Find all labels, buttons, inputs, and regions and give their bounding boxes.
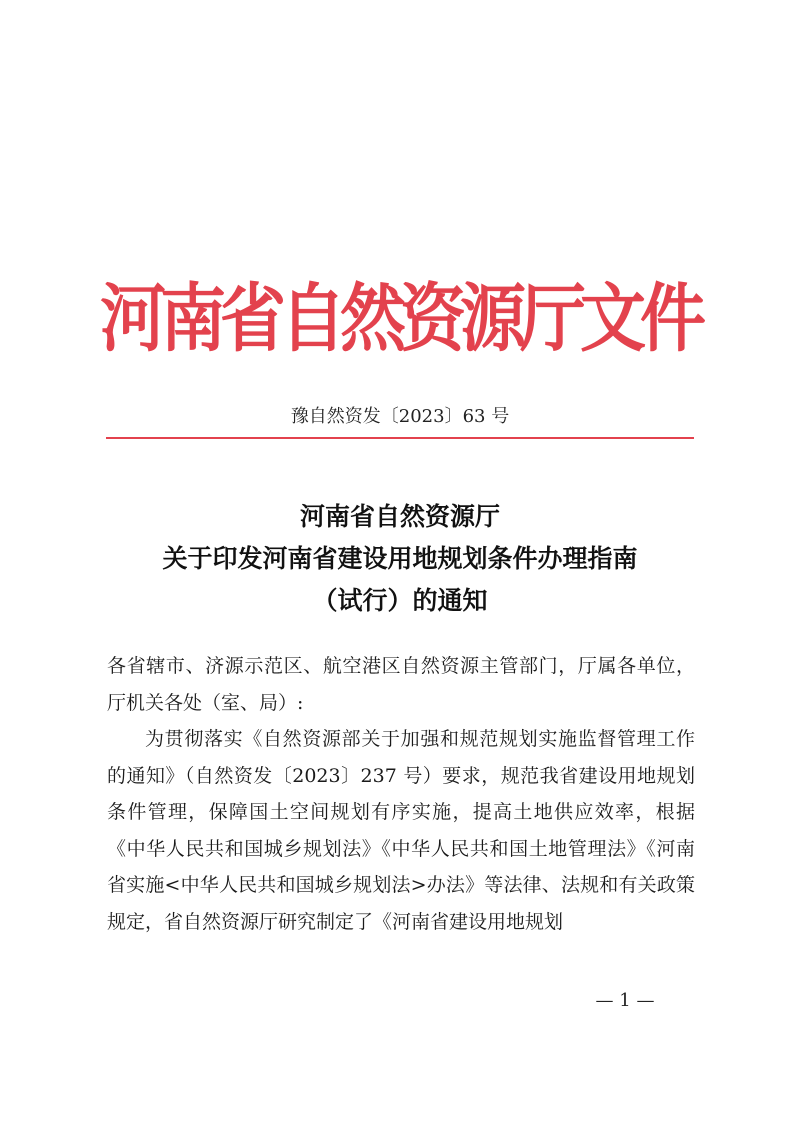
title-line-3: （试行）的通知 xyxy=(312,586,488,615)
document-title xyxy=(0,496,800,622)
document-number: 豫自然资发〔2023〕63 号 xyxy=(290,406,510,427)
salutation: 各省辖市、济源示范区、航空港区自然资源主管部门，厅属各单位，厅机关各处（室、局）: xyxy=(107,655,695,714)
document-body xyxy=(107,648,695,940)
body-paragraph: 为贯彻落实《自然资源部关于加强和规范规划实施监督管理工作的通知》（自然资发〔2023〕237 号）要求，规范我省建设用地规划条件管理，保障国土空间规划有序实施，提高土地供应效率，根据《中华人民共和国城乡规划法》《中华人民共和国土地管理法》《河南省实施<中华人民共和国城乡规划法>办法》等法律、法规和有关政策规定，省自然资源厅研究制定了《河南省建设用地规划 xyxy=(107,728,695,933)
title-line-2: 关于印发河南省建设用地规划条件办理指南 xyxy=(162,544,638,573)
red-header-banner: 河南省自然资源厅文件 xyxy=(100,274,700,362)
page-number: — 1 — xyxy=(595,990,655,1011)
title-line-1: 河南省自然资源厅 xyxy=(299,502,500,531)
red-divider-line xyxy=(106,437,694,439)
